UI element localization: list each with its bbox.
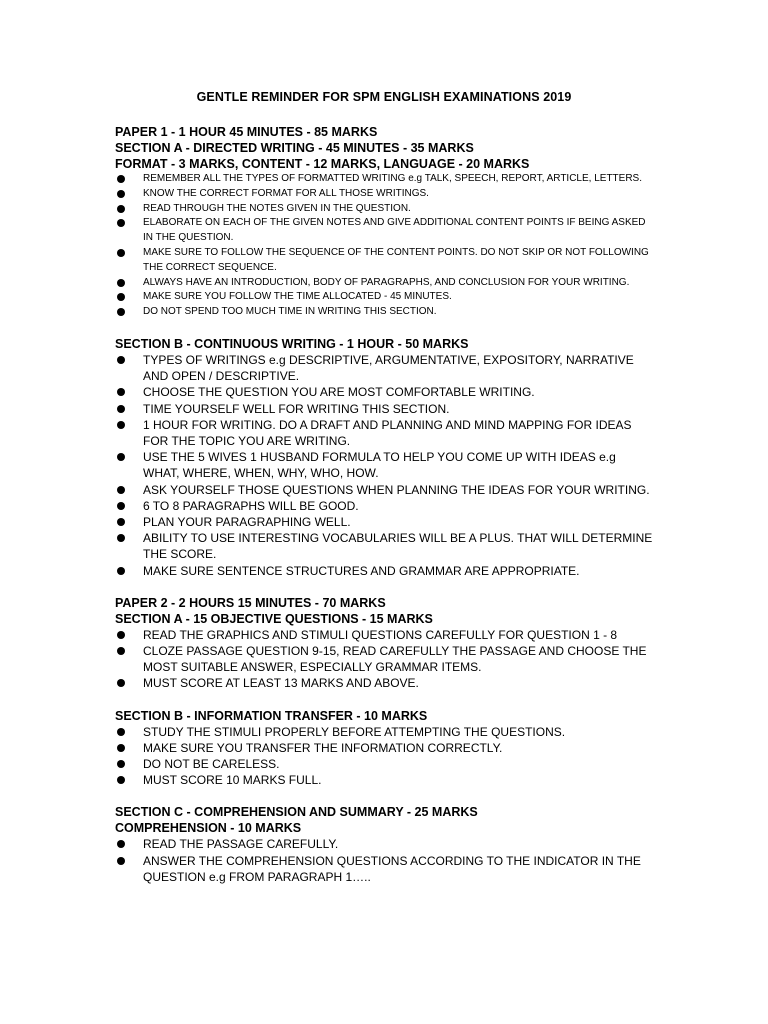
section-heading: SECTION C - COMPREHENSION AND SUMMARY - 25 MARKS <box>115 805 478 820</box>
section-block <box>115 804 655 885</box>
bullet-item: 1 HOUR FOR WRITING. DO A DRAFT AND PLANNING AND MIND MAPPING FOR IDEAS FOR THE TOPIC YOU ARE WRITING. <box>115 417 655 449</box>
section-heading: SECTION A - 15 OBJECTIVE QUESTIONS - 15 MARKS <box>115 611 433 626</box>
bullet-item: ANSWER THE COMPREHENSION QUESTIONS ACCORDING TO THE INDICATOR IN THE QUESTION e.g FROM PARAGRAPH 1….. <box>115 853 655 885</box>
bullet-item: TIME YOURSELF WELL FOR WRITING THIS SECTION. <box>115 401 655 417</box>
bullet-list <box>115 627 655 692</box>
bullet-item: REMEMBER ALL THE TYPES OF FORMATTED WRITING e.g TALK, SPEECH, REPORT, ARTICLE, LETTERS. <box>115 172 655 187</box>
bullet-item: CLOZE PASSAGE QUESTION 9-15, READ CAREFULLY THE PASSAGE AND CHOOSE THE MOST SUITABLE ANSWER, ESPECIALLY GRAMMAR ITEMS. <box>115 643 655 675</box>
bullet-list <box>115 724 655 789</box>
bullet-item: READ THROUGH THE NOTES GIVEN IN THE QUESTION. <box>115 202 655 217</box>
bullet-item: STUDY THE STIMULI PROPERLY BEFORE ATTEMPTING THE QUESTIONS. <box>115 724 655 740</box>
section-heading: PAPER 2 - 2 HOURS 15 MINUTES - 70 MARKS <box>115 595 386 610</box>
section-heading: SECTION B - INFORMATION TRANSFER - 10 MARKS <box>115 708 428 723</box>
document-body <box>115 124 655 901</box>
section-block <box>115 595 655 692</box>
document-title: GENTLE REMINDER FOR SPM ENGLISH EXAMINATIONS 2019 <box>196 90 572 104</box>
bullet-item: KNOW THE CORRECT FORMAT FOR ALL THOSE WRITINGS. <box>115 187 655 202</box>
bullet-list <box>115 172 655 320</box>
bullet-item: ALWAYS HAVE AN INTRODUCTION, BODY OF PARAGRAPHS, AND CONCLUSION FOR YOUR WRITING. <box>115 276 655 291</box>
bullet-item: DO NOT BE CARELESS. <box>115 756 655 772</box>
bullet-item: MAKE SURE TO FOLLOW THE SEQUENCE OF THE CONTENT POINTS. DO NOT SKIP OR NOT FOLLOWING THE CORRECT SEQUENCE. <box>115 246 655 276</box>
section-heading: PAPER 1 - 1 HOUR 45 MINUTES - 85 MARKS <box>115 125 378 139</box>
bullet-item: MUST SCORE AT LEAST 13 MARKS AND ABOVE. <box>115 675 655 691</box>
section-block <box>115 124 655 320</box>
bullet-item: 6 TO 8 PARAGRAPHS WILL BE GOOD. <box>115 498 655 514</box>
bullet-item: ABILITY TO USE INTERESTING VOCABULARIES WILL BE A PLUS. THAT WILL DETERMINE THE SCORE. <box>115 530 655 562</box>
section-block <box>115 708 655 789</box>
bullet-list <box>115 352 655 579</box>
section-block <box>115 336 655 579</box>
bullet-item: DO NOT SPEND TOO MUCH TIME IN WRITING THIS SECTION. <box>115 305 655 320</box>
bullet-list <box>115 836 655 885</box>
bullet-item: MAKE SURE YOU TRANSFER THE INFORMATION CORRECTLY. <box>115 740 655 756</box>
bullet-item: ELABORATE ON EACH OF THE GIVEN NOTES AND GIVE ADDITIONAL CONTENT POINTS IF BEING ASKED IN THE QUESTION. <box>115 216 655 246</box>
bullet-item: ASK YOURSELF THOSE QUESTIONS WHEN PLANNING THE IDEAS FOR YOUR WRITING. <box>115 482 655 498</box>
bullet-item: USE THE 5 WIVES 1 HUSBAND FORMULA TO HELP YOU COME UP WITH IDEAS e.g WHAT, WHERE, WHEN, WHY, WHO, HOW. <box>115 449 655 481</box>
bullet-item: MAKE SURE YOU FOLLOW THE TIME ALLOCATED - 45 MINUTES. <box>115 290 655 305</box>
section-heading: SECTION B - CONTINUOUS WRITING - 1 HOUR - 50 MARKS <box>115 336 469 351</box>
section-heading: SECTION A - DIRECTED WRITING - 45 MINUTES - 35 MARKS <box>115 141 474 155</box>
bullet-item: MUST SCORE 10 MARKS FULL. <box>115 772 655 788</box>
bullet-item: READ THE GRAPHICS AND STIMULI QUESTIONS CAREFULLY FOR QUESTION 1 - 8 <box>115 627 655 643</box>
bullet-item: READ THE PASSAGE CAREFULLY. <box>115 836 655 852</box>
bullet-item: MAKE SURE SENTENCE STRUCTURES AND GRAMMAR ARE APPROPRIATE. <box>115 563 655 579</box>
section-heading: FORMAT - 3 MARKS, CONTENT - 12 MARKS, LANGUAGE - 20 MARKS <box>115 157 530 171</box>
bullet-item: TYPES OF WRITINGS e.g DESCRIPTIVE, ARGUMENTATIVE, EXPOSITORY, NARRATIVE AND OPEN / DESCRIPTIVE. <box>115 352 655 384</box>
bullet-item: CHOOSE THE QUESTION YOU ARE MOST COMFORTABLE WRITING. <box>115 384 655 400</box>
bullet-item: PLAN YOUR PARAGRAPHING WELL. <box>115 514 655 530</box>
section-heading: COMPREHENSION - 10 MARKS <box>115 821 302 836</box>
